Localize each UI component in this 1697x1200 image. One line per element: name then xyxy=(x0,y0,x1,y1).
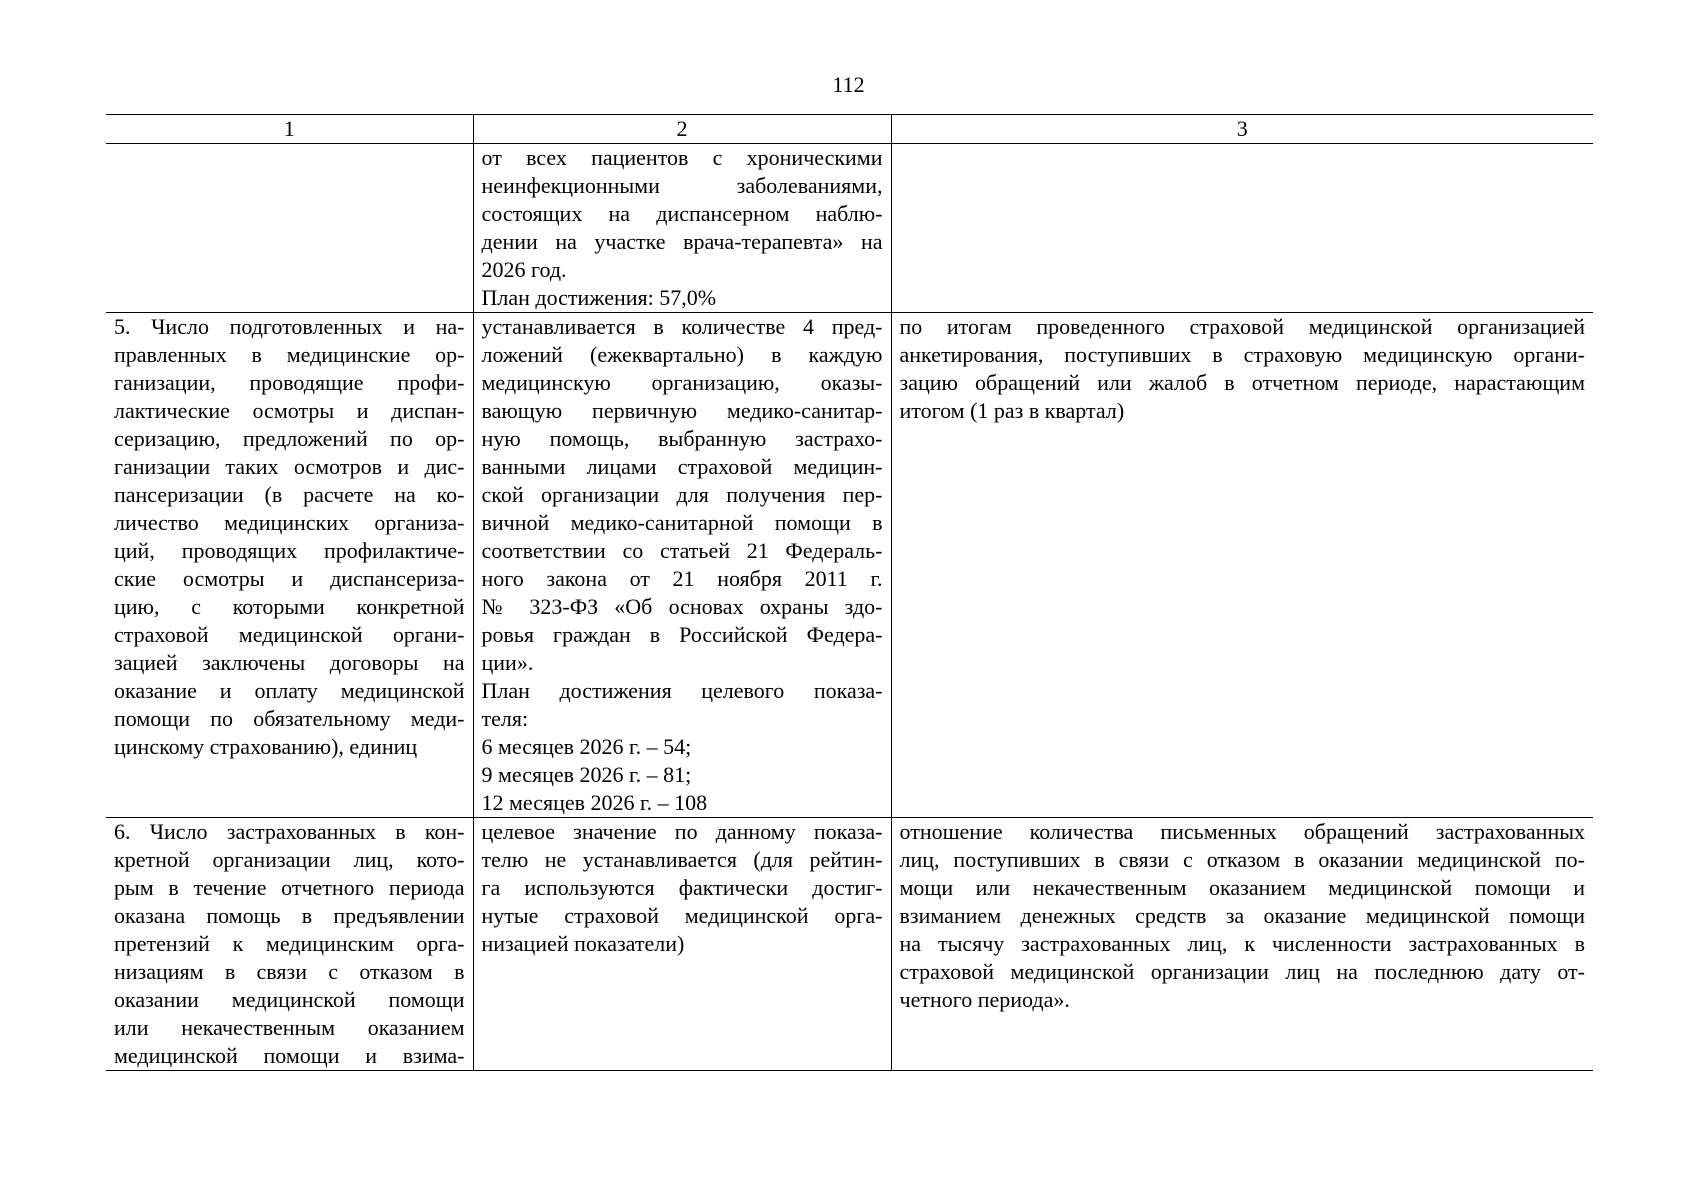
text-line: страховой медицинской организации лиц на последнюю дату от- xyxy=(899,959,1585,984)
text-line: страховой медицинской органи- xyxy=(114,622,465,647)
column-header-3: 3 xyxy=(891,115,1593,144)
row0-col1-cell xyxy=(106,144,473,313)
text-line: взиманием денежных средств за оказание медицинской помощи xyxy=(899,903,1585,928)
text-line: неинфекционными заболеваниями, xyxy=(481,173,883,198)
text-line: дении на участке врача-терапевта» на xyxy=(481,229,883,254)
text-line: оказана помощь в предъявлении xyxy=(114,903,465,928)
indicator-table xyxy=(106,114,1593,1071)
text-line: ровья граждан в Российской Федера- xyxy=(481,622,883,647)
text-line: теля: xyxy=(481,706,529,731)
row2-col3-cell xyxy=(891,818,1593,1071)
text-line: ции». xyxy=(481,650,534,675)
text-line: медицинской помощи и взима- xyxy=(114,1043,465,1068)
text-line: цию, с которыми конкретной xyxy=(114,594,465,619)
text-line: претензий к медицинским орга- xyxy=(114,931,465,956)
row2-col1-cell xyxy=(106,818,473,1071)
row0-col2-cell xyxy=(473,144,891,313)
text-line: мощи или некачественным оказанием медицинской помощи и xyxy=(899,875,1585,900)
text-line: ций, проводящих профилактиче- xyxy=(114,538,465,563)
text-line: правленных в медицинские ор- xyxy=(114,342,465,367)
text-line: 2026 год. xyxy=(481,257,567,282)
text-line: нутые страховой медицинской орга- xyxy=(481,903,883,928)
text-line: План достижения целевого показа- xyxy=(481,678,883,703)
text-line: рым в течение отчетного периода xyxy=(114,875,465,900)
table-header-row xyxy=(106,115,1593,144)
text-line: зацией заключены договоры на xyxy=(114,650,465,675)
text-line: ганизации, проводящие профи- xyxy=(114,370,465,395)
text-line: лактические осмотры и диспан- xyxy=(114,398,465,423)
column-header-1: 1 xyxy=(106,115,473,144)
text-line: от всех пациентов с хроническими xyxy=(481,145,883,170)
column-header-2: 2 xyxy=(473,115,891,144)
text-line: цинскому страхованию), единиц xyxy=(114,734,418,759)
text-line: кретной организации лиц, кото- xyxy=(114,847,465,872)
text-line: состоящих на диспансерном наблю- xyxy=(481,201,883,226)
text-line: вичной медико-санитарной помощи в xyxy=(481,510,883,535)
row1-col3-cell xyxy=(891,313,1593,818)
text-line: четного периода». xyxy=(899,987,1070,1012)
text-line: отношение количества письменных обращений застрахованных xyxy=(899,819,1585,844)
row1-col1-cell xyxy=(106,313,473,818)
text-line: пансеризации (в расчете на ко- xyxy=(114,482,465,507)
text-line: ские осмотры и диспансериза- xyxy=(114,566,465,591)
text-line: соответствии со статьей 21 Федераль- xyxy=(481,538,883,563)
text-line: ванными лицами страховой медицин- xyxy=(481,454,883,479)
text-line: личество медицинских организа- xyxy=(114,510,465,535)
row1-col2-cell xyxy=(473,313,891,818)
text-line: оказание и оплату медицинской xyxy=(114,678,465,703)
text-line: серизацию, предложений по ор- xyxy=(114,426,465,451)
text-line: итогом (1 раз в квартал) xyxy=(899,398,1125,423)
text-line: 12 месяцев 2026 г. – 108 xyxy=(481,790,708,815)
row2-col2-cell xyxy=(473,818,891,1071)
text-line: телю не устанавливается (для рейтин- xyxy=(481,847,883,872)
text-line: ного закона от 21 ноября 2011 г. xyxy=(481,566,883,591)
text-line: ную помощь, выбранную застрахо- xyxy=(481,426,883,451)
text-line: ской организации для получения пер- xyxy=(481,482,883,507)
text-line: 6. Число застрахованных в кон- xyxy=(114,819,465,844)
text-line: вающую первичную медико-санитар- xyxy=(481,398,883,423)
text-line: на тысячу застрахованных лиц, к численности застрахованных в xyxy=(899,931,1585,956)
text-line: оказании медицинской помощи xyxy=(114,987,465,1012)
text-line: анкетирования, поступивших в страховую медицинскую органи- xyxy=(899,342,1585,367)
text-line: зацию обращений или жалоб в отчетном периоде, нарастающим xyxy=(899,370,1585,395)
text-line: устанавливается в количестве 4 пред- xyxy=(481,314,883,339)
text-line: ложений (ежеквартально) в каждую xyxy=(481,342,883,367)
table-row-continuation xyxy=(106,144,1593,313)
text-line: 5. Число подготовленных и на- xyxy=(114,314,465,339)
text-line: или некачественным оказанием xyxy=(114,1015,465,1040)
text-line: га используются фактически достиг- xyxy=(481,875,883,900)
page-number: 112 xyxy=(832,72,865,97)
text-line: целевое значение по данному показа- xyxy=(481,819,883,844)
text-line: низацией показатели) xyxy=(481,931,685,956)
text-line: медицинскую организацию, оказы- xyxy=(481,370,883,395)
text-line: План достижения: 57,0% xyxy=(481,285,717,310)
text-line: помощи по обязательному меди- xyxy=(114,706,465,731)
row0-col3-cell xyxy=(891,144,1593,313)
table-row-indicator-6 xyxy=(106,818,1593,1071)
text-line: 6 месяцев 2026 г. – 54; xyxy=(481,734,692,759)
text-line: лиц, поступивших в связи с отказом в оказании медицинской по- xyxy=(899,847,1585,872)
table-row-indicator-5 xyxy=(106,313,1593,818)
text-line: ганизации таких осмотров и дис- xyxy=(114,454,465,479)
text-line: 9 месяцев 2026 г. – 81; xyxy=(481,762,692,787)
text-line: № 323-ФЗ «Об основах охраны здо- xyxy=(481,594,883,619)
text-line: по итогам проведенного страховой медицинской организацией xyxy=(899,314,1585,339)
text-line: низациям в связи с отказом в xyxy=(114,959,465,984)
